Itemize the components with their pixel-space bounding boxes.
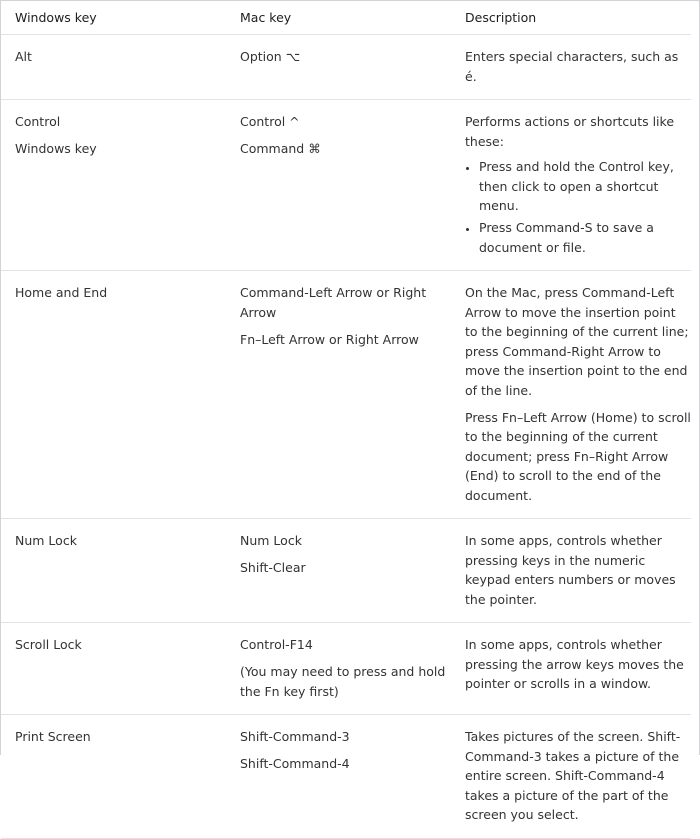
- windows-key-cell: [1, 35, 226, 100]
- key-mapping-table: [1, 1, 691, 839]
- mac-key-cell: [226, 35, 451, 100]
- mac-key-text: Control ^: [240, 114, 300, 129]
- mac-key-cell: [226, 623, 451, 715]
- description-text: In some apps, controls whether pressing keys in the numeric keypad enters numbers or moves the pointer.: [465, 533, 676, 607]
- description-header: Description: [451, 1, 691, 35]
- table-body: [1, 35, 691, 839]
- windows-key-text: Scroll Lock: [15, 637, 82, 652]
- windows-key-cell: [1, 519, 226, 623]
- windows-key-text: Num Lock: [15, 533, 77, 548]
- mac-key-text: Control-F14: [240, 637, 313, 652]
- description-cell: [451, 35, 691, 100]
- mac-key-text: Shift-Clear: [240, 560, 306, 575]
- windows-key-header: Windows key: [1, 1, 226, 35]
- table-row: [1, 271, 691, 519]
- table-row: [1, 35, 691, 100]
- windows-key-text: Alt: [15, 49, 32, 64]
- description-bullet-item: • Press Command-S to save a document or file.: [479, 218, 691, 257]
- description-text: Enters special characters, such as é.: [465, 49, 679, 84]
- mac-key-cell: [226, 271, 451, 519]
- mac-key-cell: [226, 519, 451, 623]
- mac-key-text: Shift-Command-3: [240, 729, 350, 744]
- windows-key-cell: [1, 100, 226, 271]
- mac-key-text: Option ⌥: [240, 49, 301, 64]
- mac-key-text: Num Lock: [240, 533, 302, 548]
- mac-key-text: (You may need to press and hold the Fn key first): [240, 664, 446, 699]
- windows-key-text: Windows key: [15, 141, 97, 156]
- description-cell: [451, 715, 691, 839]
- mac-key-text: Fn–Left Arrow or Right Arrow: [240, 331, 419, 347]
- table-header-row: [1, 1, 691, 35]
- windows-key-cell: [1, 623, 226, 715]
- description-cell: [451, 623, 691, 715]
- windows-key-text: Home and End: [15, 285, 108, 300]
- description-cell: [451, 271, 691, 519]
- description-bullet-item: • Press and hold the Control key, then click to open a shortcut menu.: [479, 157, 691, 216]
- description-cell: [451, 519, 691, 623]
- table-row: [1, 715, 691, 839]
- table-row: [1, 623, 691, 715]
- table-row: [1, 100, 691, 271]
- windows-key-text: Print Screen: [15, 729, 91, 744]
- table-row: [1, 519, 691, 623]
- description-text: Press Fn–Left Arrow (Home) to scroll to the beginning of the current document; press Fn–Right Arrow (End) to scroll to the end of the document.: [465, 409, 691, 503]
- mac-key-cell: [226, 715, 451, 839]
- mac-key-header: Mac key: [226, 1, 451, 35]
- description-text: Performs actions or shortcuts like these:: [465, 114, 675, 149]
- mac-key-text: Shift-Command-4: [240, 756, 350, 771]
- description-cell: [451, 100, 691, 271]
- windows-key-cell: [1, 271, 226, 519]
- windows-key-cell: [1, 715, 226, 839]
- mac-key-text: Command-Left Arrow or Right Arrow: [240, 285, 427, 320]
- description-text: Takes pictures of the screen. Shift-Command-3 takes a picture of the entire screen. Shift-Command-4 takes a picture of the part of the screen you select.: [465, 729, 681, 822]
- mac-key-cell: [226, 100, 451, 271]
- mac-key-text: Command ⌘: [240, 141, 321, 156]
- description-text: In some apps, controls whether pressing the arrow keys moves the pointer or scrolls in a window.: [465, 637, 684, 691]
- description-bullet-list: [465, 157, 691, 257]
- windows-key-text: Control: [15, 114, 61, 129]
- description-text: On the Mac, press Command-Left Arrow to move the insertion point to the beginning of the current line; press Command-Right Arrow to move the insertion point to the end of the line.: [465, 285, 689, 398]
